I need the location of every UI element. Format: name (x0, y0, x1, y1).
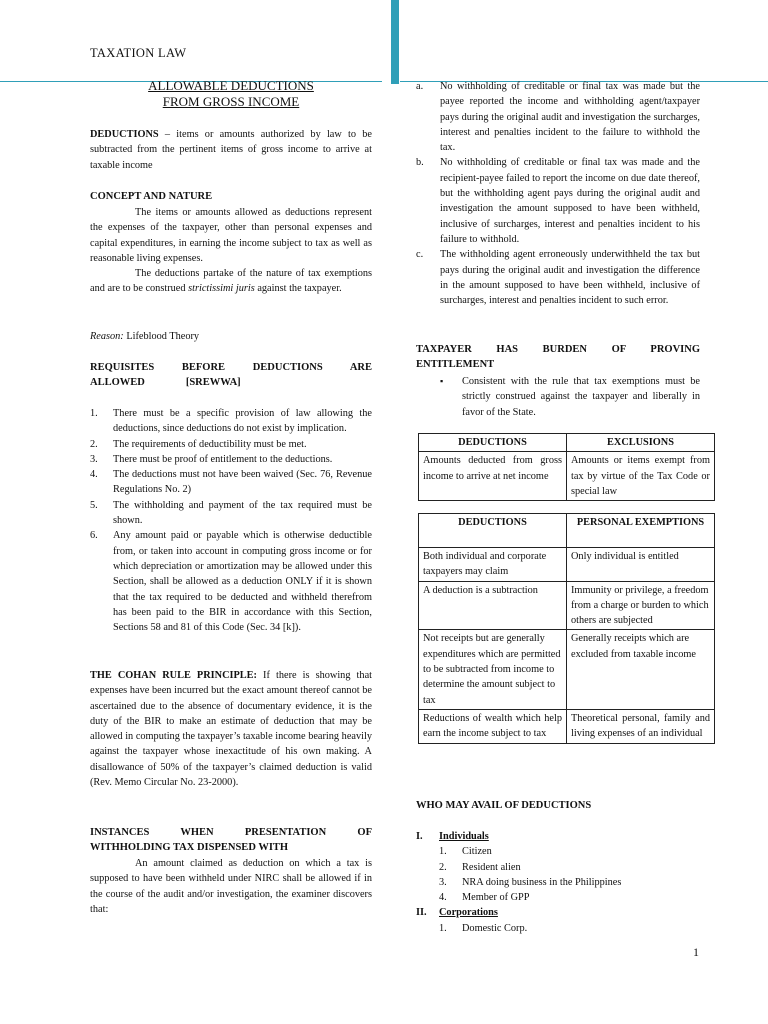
list-text: No withholding of creditable or final tax was made and the recipient-payee failed to report the income on due date thereof, but the withholding agent pays during the original audit and investigation the amount supposed to have been withheld, inclusive of surcharges, interest and penalties incident to his failure to withhold. (440, 157, 700, 245)
table-cell: Amounts deducted from gross income to arrive at net income (419, 452, 567, 501)
table-cell: Reductions of wealth which help earn the income subject to tax (419, 709, 567, 743)
list-item: 4. Member of GPP (439, 892, 530, 904)
burden-bullet-text: Consistent with the rule that tax exemptions must be strictly construed against the taxpayer and liberally in favor of the State. (462, 376, 700, 418)
list-text: No withholding of creditable or final tax was made but the payee reported the income and withholding agent/taxpayer pays during the original audit and investigation the surcharges, interest and penalties incident to the failure to withhold the tax. (440, 81, 700, 154)
who-heading: WHO MAY AVAIL OF DEDUCTIONS (416, 800, 592, 811)
who-list (416, 829, 700, 936)
list-letter: c. (416, 249, 424, 261)
table-row (419, 548, 715, 582)
table-row (419, 452, 715, 501)
list-number: 3. (90, 453, 98, 465)
instances-heading-line1: INSTANCES WHEN PRESENTATION OF (90, 827, 372, 838)
list-text: Domestic Corp. (462, 922, 528, 934)
list-text: There must be proof of entitlement to the deductions. (113, 453, 333, 465)
table-cell: Generally receipts which are excluded from taxable income (567, 630, 715, 709)
list-item (416, 247, 700, 308)
list-text: NRA doing business in the Philippines (462, 876, 622, 888)
list-item: 3. NRA doing business in the Philippines (439, 876, 622, 888)
bullet-icon: ▪ (440, 376, 444, 386)
list-item (90, 528, 372, 635)
concept-p2-a: The deductions partake of the nature of tax exemptions and are to be construed (90, 268, 372, 295)
deductions-vs-personal-exemptions-table (418, 513, 715, 744)
list-text: Any amount paid or payable which is otherwise deductible from, or taken into account in computing gross income or for which depreciation or amortization may be allowed under this Section, shall be allowed as a deduction ONLY if it is shown that the tax required to be deducted and withheld therefrom has been paid to the BIR in accordance with this Section, Sections 58 and 81 of this Code (Sec. 34 [k]). (113, 530, 372, 634)
reason-label: Reason: (90, 331, 124, 342)
list-item (90, 467, 372, 498)
cohan-label: THE COHAN RULE PRINCIPLE: (90, 670, 257, 681)
table-header-row (419, 514, 715, 548)
reason-line (90, 329, 372, 344)
list-item (416, 79, 700, 155)
definition-text: – items or amounts authorized by law to be subtracted from the pertinent items of gross income to arrive at taxable income (90, 129, 372, 171)
requisites-heading-line2 (90, 375, 372, 390)
table-row (419, 630, 715, 709)
list-number: 6. (90, 530, 98, 542)
list-text: There must be a specific provision of law allowing the deductions, since deductions do not exist by implication. (113, 408, 372, 435)
group-label: Corporations (439, 907, 498, 919)
list-item (416, 155, 700, 247)
page-title-line1: ALLOWABLE DEDUCTIONS (148, 78, 314, 93)
who-group-header (416, 829, 700, 844)
definition-term: DEDUCTIONS (90, 129, 159, 140)
table-header: EXCLUSIONS (567, 434, 715, 452)
instances-list (416, 79, 700, 308)
cohan-rule (90, 668, 372, 790)
running-header: TAXATION LAW (90, 46, 187, 60)
list-number: 1. (90, 408, 98, 419)
concept-p2-italic: strictissimi juris (188, 283, 255, 295)
group-number: II. (416, 907, 427, 919)
table-header: PERSONAL EXEMPTIONS (567, 514, 715, 548)
table-row (419, 709, 715, 743)
list-item (90, 452, 372, 467)
accent-vertical-bar (391, 0, 399, 84)
cohan-text: If there is showing that expenses have been incurred but the exact amount thereof cannot be ascertained due to the absence of documentary evidence, it is the duty of the BIR to make an estimate of deduction that may be allowed in computing the taxpayer’s taxable income bearing heavily against the taxpayer whose inexactitude of his own making. A disallowance of 50% of the taxpayer’s claimed deduction is valid (Rev. Memo Circular No. 23-2000). (90, 670, 372, 789)
table-header: DEDUCTIONS (419, 434, 567, 452)
list-item: 1. Domestic Corp. (439, 922, 528, 934)
concept-p2-b: against the taxpayer. (254, 283, 342, 295)
table-header-row (419, 434, 715, 452)
list-text: Member of GPP (462, 892, 530, 904)
table-row (419, 581, 715, 630)
table-header: DEDUCTIONS (419, 514, 567, 548)
requisites-heading-allowed: ALLOWED (90, 377, 145, 388)
burden-heading-line1: TAXPAYER HAS BURDEN OF PROVING (416, 344, 700, 355)
instances-heading-line2: WITHHOLDING TAX DISPENSED WITH (90, 842, 289, 853)
concept-paragraph-1: The items or amounts allowed as deductions represent the expenses of the taxpayer, other than personal expenses and capital expenditures, in earning the income subject to tax as well as reasonable living expenses. (90, 207, 372, 264)
list-letter: a. (416, 81, 424, 92)
list-number: 2. (90, 438, 98, 450)
table-cell: Both individual and corporate taxpayers may claim (419, 548, 567, 582)
list-text: Citizen (462, 846, 492, 858)
list-text: The withholding and payment of the tax required must be shown. (113, 499, 372, 527)
requisites-acronym: [SREWWA] (185, 377, 241, 388)
list-number: 4. (90, 469, 98, 481)
list-number: 5. (90, 499, 98, 511)
page-title-line2: FROM GROSS INCOME (162, 94, 300, 109)
list-item (90, 498, 372, 529)
table-cell: Theoretical personal, family and living expenses of an individual (567, 709, 715, 743)
deductions-definition (90, 127, 372, 173)
group-number: I. (416, 831, 423, 842)
list-item: 2. Resident alien (439, 861, 521, 873)
requisites-list (90, 406, 372, 635)
list-item: 1. Citizen (439, 846, 492, 858)
table-cell: Only individual is entitled (567, 548, 715, 582)
who-group-header (416, 905, 700, 920)
page-title (90, 78, 372, 110)
list-text: The withholding agent erroneously underwithheld the tax but pays during the original audit and investigation the difference in the amount supposed to have been withheld, inclusive of surcharges, interest and penalties incident to such error. (440, 249, 700, 307)
list-item (90, 406, 372, 437)
burden-bullet (440, 374, 700, 420)
requisites-heading-line1: REQUISITES BEFORE DEDUCTIONS ARE (90, 362, 372, 373)
concept-paragraph-2 (90, 266, 372, 297)
list-text: The requirements of deductibility must be met. (113, 438, 307, 450)
page-number: 1 (693, 945, 699, 959)
reason-text: Lifeblood Theory (123, 331, 200, 342)
table-cell: A deduction is a subtraction (419, 581, 567, 630)
concept-heading: CONCEPT AND NATURE (90, 191, 213, 202)
list-text: Resident alien (462, 861, 521, 873)
list-letter: b. (416, 157, 424, 169)
group-label: Individuals (439, 831, 489, 842)
list-item (90, 437, 372, 452)
burden-heading-line2: ENTITLEMENT (416, 359, 495, 370)
deductions-vs-exclusions-table (418, 433, 715, 501)
instances-text: An amount claimed as deduction on which a tax is supposed to have been withheld under NIRC shall be allowed if in the course of the audit and/or investigation, the examiner discovers that: (90, 858, 372, 915)
list-text: The deductions must not have been waived (Sec. 76, Revenue Regulations No. 2) (113, 469, 372, 496)
table-cell: Immunity or privilege, a freedom from a charge or burden to which others are subjected (567, 581, 715, 630)
table-cell: Not receipts but are generally expenditures which are permitted to be subtracted from income to determine the amount subject to tax (419, 630, 567, 709)
table-cell: Amounts or items exempt from tax by virtue of the Tax Code or special law (567, 452, 715, 501)
